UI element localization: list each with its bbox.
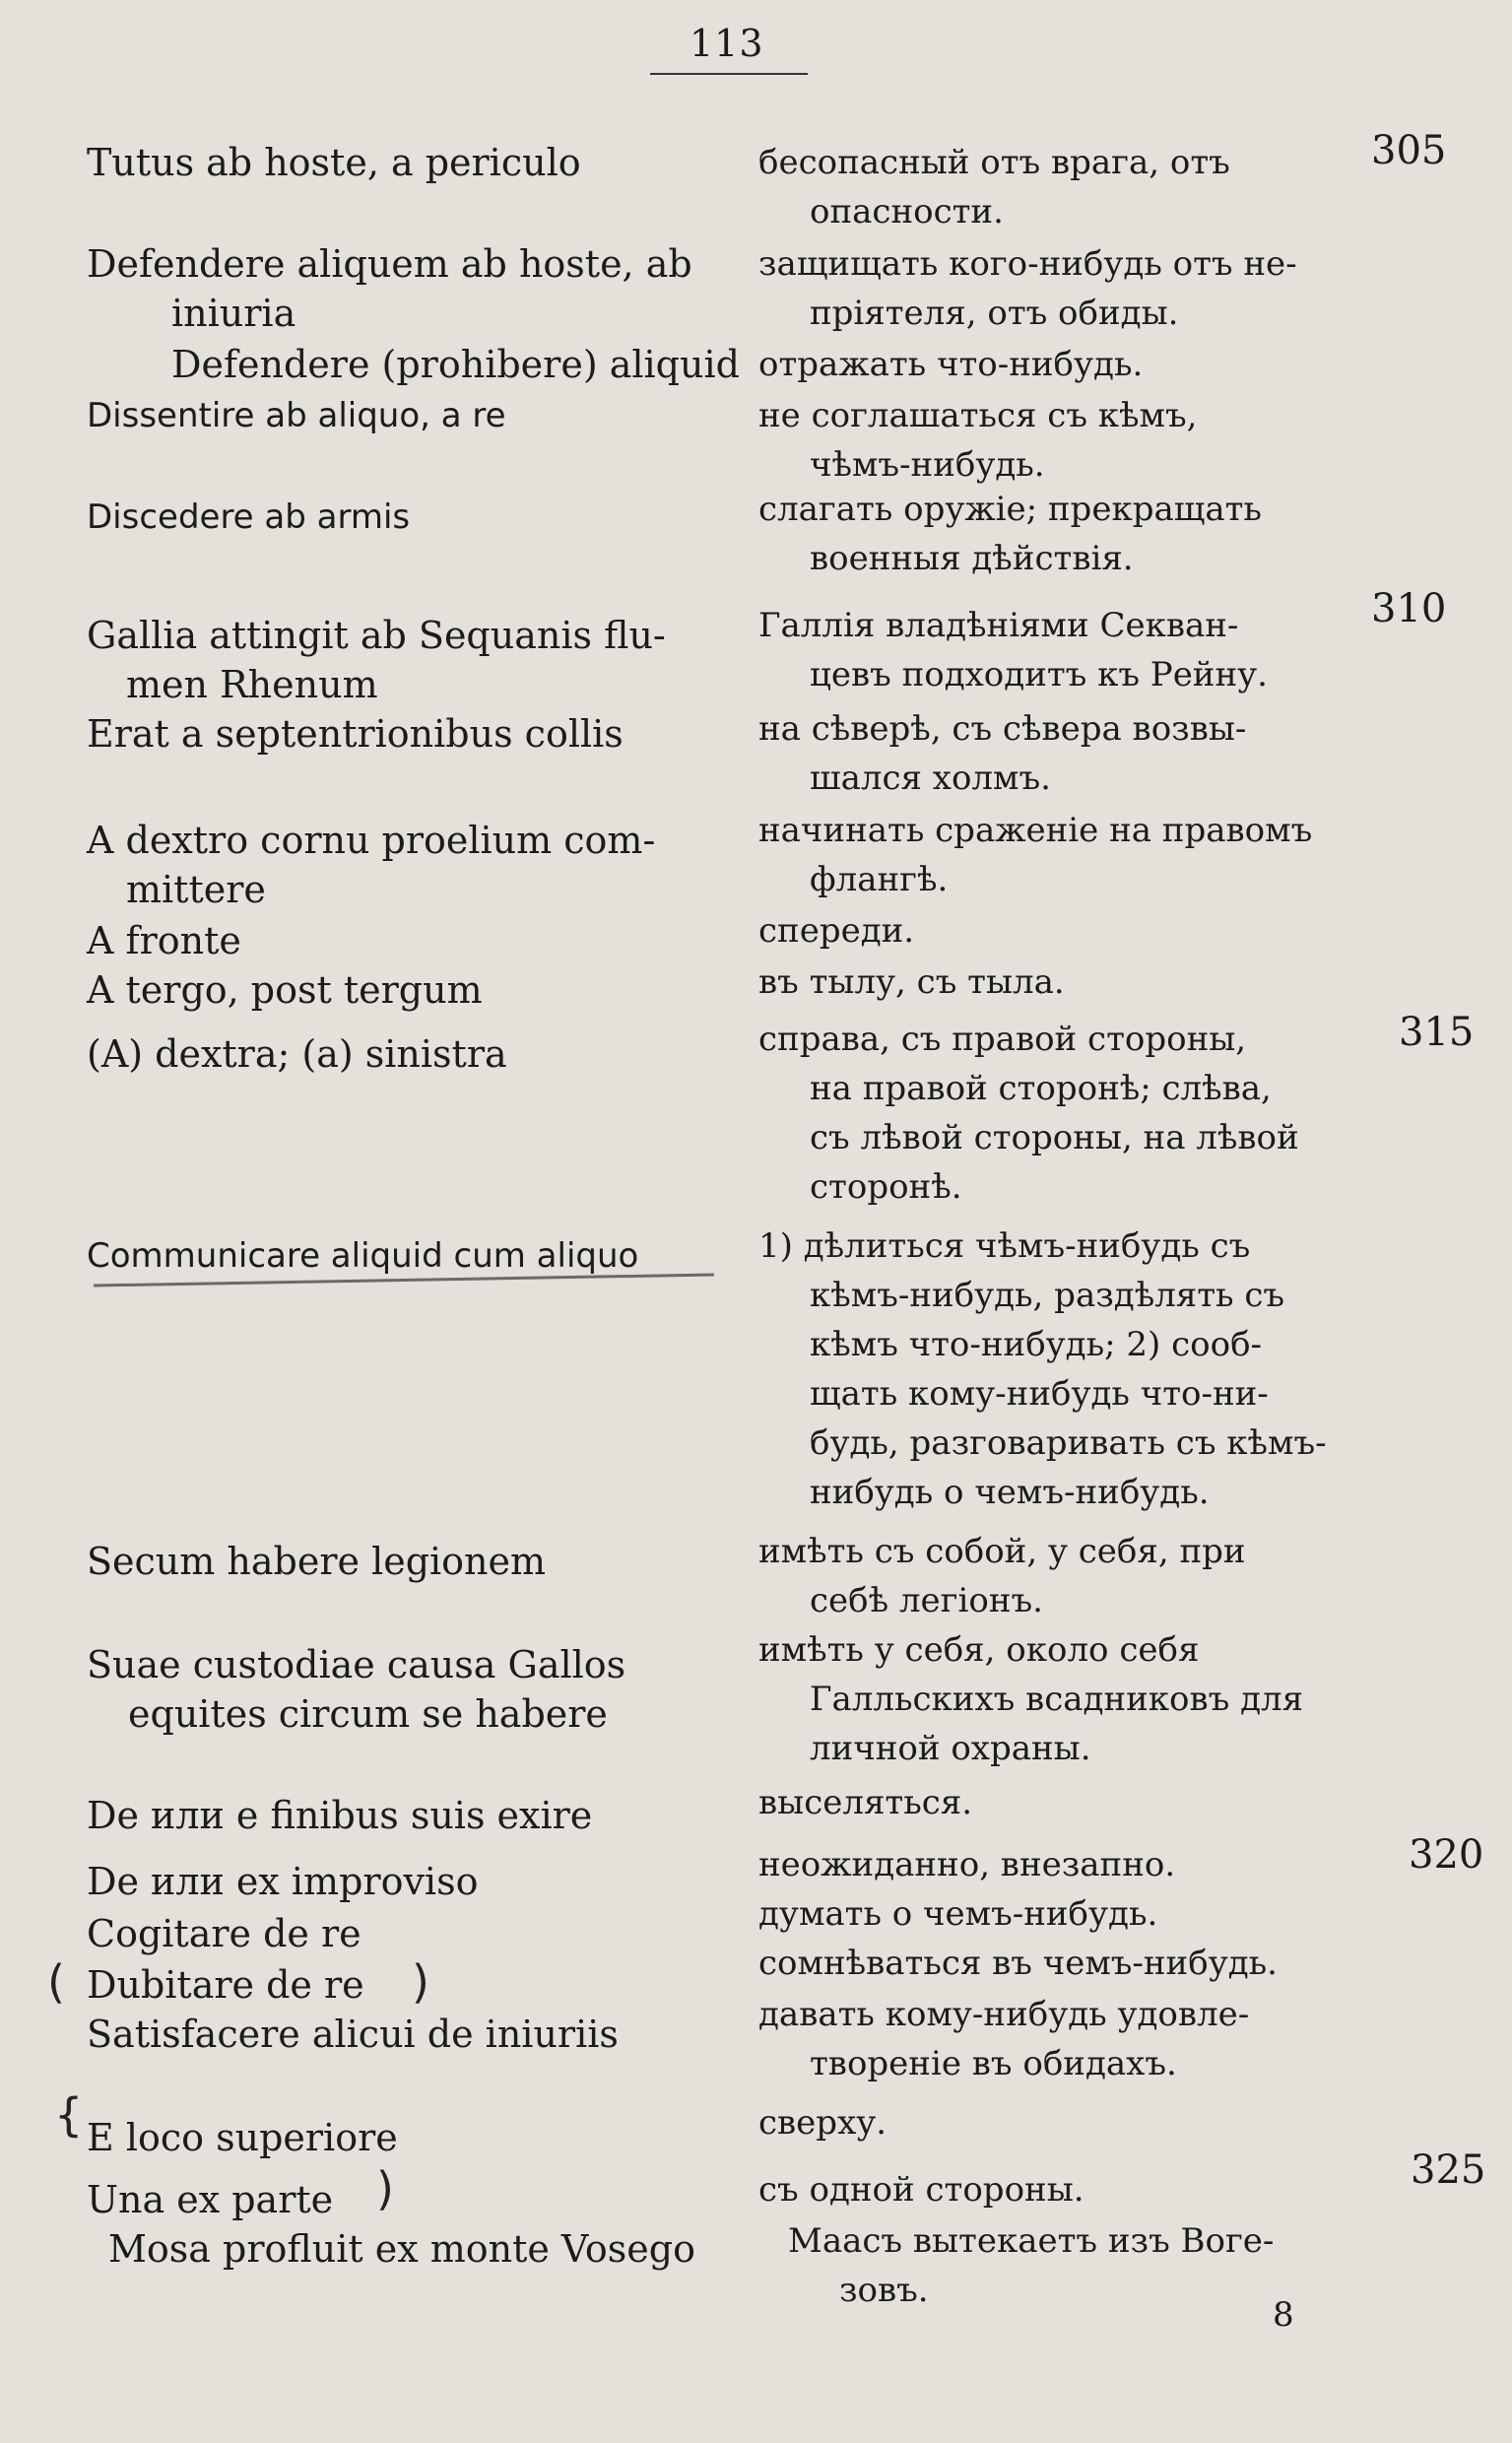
line-number: 320 [1409, 1832, 1484, 1878]
latin-phrase: A dextro cornu proelium com- mittere [87, 819, 656, 911]
russian-translation: думать о чемъ-нибудь. [758, 1894, 1158, 1934]
russian-translation: слагать оружіе; прекращать военныя дѣйствія. [758, 490, 1262, 578]
russian-translation: Галлія владѣніями Секван- цевъ подходитъ къ Рейну. [758, 606, 1268, 694]
pencil-bracket-right: ) [376, 2162, 394, 2215]
russian-translation: имѣть у себя, около себя Галльскихъ всадниковъ для личной охраны. [758, 1630, 1304, 1768]
russian-translation: неожиданно, внезапно. [758, 1845, 1176, 1884]
latin-phrase: Gallia attingit ab Sequanis flu- men Rhenum [87, 614, 666, 706]
russian-translation: защищать кого-нибудь отъ не- пріятеля, отъ обиды. [758, 244, 1297, 333]
latin-phrase: Erat a septentrionibus collis [87, 712, 624, 756]
latin-phrase: Dubitare de re [87, 1963, 364, 2007]
latin-phrase: A tergo, post tergum [87, 968, 483, 1012]
russian-translation: справа, съ правой стороны, на правой сторонѣ; слѣва, съ лѣвой стороны, на лѣвой сторонѣ. [758, 1020, 1299, 1207]
latin-phrase: Una ex parte [87, 2178, 334, 2221]
russian-translation: въ тылу, съ тыла. [758, 962, 1065, 1002]
russian-translation: имѣть съ собой, у себя, при себѣ легіонъ. [758, 1532, 1246, 1620]
latin-phrase: Secum habere legionem [87, 1540, 547, 1583]
latin-phrase: Communicare aliquid cum aliquo [87, 1236, 639, 1276]
latin-phrase: De или e finibus suis exire [87, 1794, 593, 1837]
russian-translation: спереди. [758, 911, 915, 951]
pencil-bracket-left: ( [47, 1955, 65, 2009]
russian-translation: выселяться. [758, 1783, 973, 1822]
latin-phrase: Defendere (prohibere) aliquid [171, 343, 740, 386]
line-number: 310 [1371, 586, 1447, 631]
russian-translation: давать кому-нибудь удовле- твореніе въ обидахъ. [758, 1995, 1250, 2083]
pencil-bracket-right: ) [412, 1955, 429, 2009]
russian-translation: отражать что-нибудь. [758, 345, 1144, 384]
latin-phrase: E loco superiore [87, 2116, 398, 2159]
line-number: 325 [1411, 2147, 1486, 2193]
latin-phrase: Suae custodiae causa Gallos equites circum se habere [87, 1643, 626, 1736]
russian-translation: бесопасный отъ врага, отъ опасности. [758, 143, 1230, 231]
russian-translation: съ одной стороны. [758, 2170, 1085, 2210]
russian-translation: на сѣверѣ, съ сѣвера возвы- шался холмъ. [758, 709, 1247, 798]
latin-phrase: Discedere ab armis [87, 497, 411, 537]
latin-phrase: Cogitare de re [87, 1912, 362, 1955]
line-number: 315 [1399, 1010, 1475, 1055]
latin-phrase: (A) dextra; (a) sinistra [87, 1032, 507, 1076]
latin-phrase: Defendere aliquem ab hoste, ab iniuria [87, 242, 692, 335]
pencil-brace-left: { [54, 2088, 84, 2142]
latin-phrase: Mosa profluit ex monte Vosego [108, 2227, 695, 2271]
latin-phrase: De или ex improviso [87, 1860, 479, 1903]
latin-phrase: Tutus ab hoste, a periculo [87, 141, 581, 184]
latin-phrase: Dissentire ab aliquo, a re [87, 396, 506, 435]
russian-translation: Маасъ вытекаетъ изъ Воге- зовъ. [788, 2221, 1275, 2310]
russian-translation: начинать сраженіе на правомъ флангѣ. [758, 811, 1313, 899]
russian-translation: сверху. [758, 2103, 887, 2143]
russian-translation: 1) дѣлиться чѣмъ-нибудь съ кѣмъ-нибудь, раздѣлять съ кѣмъ что-нибудь; 2) сооб- щать кому-нибудь что-ни- будь, разговаривать съ кѣмъ- нибудь о чемъ-нибудь. [758, 1226, 1327, 1512]
latin-phrase: Satisfacere alicui de iniuriis [87, 2013, 619, 2056]
signature-mark: 8 [1273, 2295, 1294, 2335]
header-rule [650, 73, 808, 75]
russian-translation: сомнѣваться въ чемъ-нибудь. [758, 1944, 1278, 1983]
russian-translation: не соглашаться съ кѣмъ, чѣмъ-нибудь. [758, 396, 1198, 485]
latin-phrase: A fronte [87, 919, 241, 962]
line-number: 305 [1371, 128, 1447, 173]
page-number: 113 [690, 22, 764, 65]
